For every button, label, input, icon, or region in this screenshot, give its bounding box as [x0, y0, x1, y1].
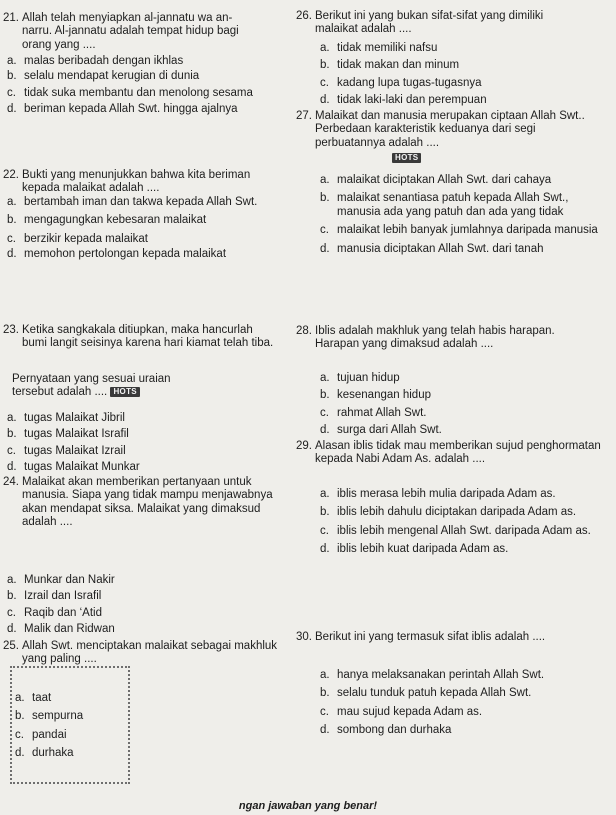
- option-d[interactable]: d. memohon pertolongan kepada malaikat: [7, 248, 227, 261]
- option-a[interactable]: a. bertambah iman dan takwa kepada Allah Swt.: [7, 196, 258, 208]
- option-b[interactable]: b. iblis lebih dahulu diciptakan daripada Adam as.: [320, 506, 577, 519]
- option-a[interactable]: a. malaikat diciptakan Allah Swt. dari cahaya: [320, 174, 552, 186]
- option-c[interactable]: c. pandai: [15, 728, 67, 741]
- options-28: [316, 372, 606, 438]
- option-c[interactable]: c. Raqib dan ‘Atid: [7, 606, 102, 619]
- options-21: [3, 55, 268, 117]
- option-d[interactable]: d. sombong dan durhaka: [320, 724, 452, 737]
- question-text: Malaikat dan manusia merupakan ciptaan Allah Swt.. Perbedaan karakteristik keduanya dari segi perbuatannya adalah ....: [315, 110, 585, 149]
- option-a[interactable]: a. hanya melaksanakan perintah Allah Swt.: [320, 669, 545, 681]
- option-d[interactable]: d. beriman kepada Allah Swt. hingga ajalnya: [7, 103, 238, 116]
- option-c[interactable]: c. kadang lupa tugas-tugasnya: [320, 76, 482, 89]
- option-b[interactable]: b. selalu tunduk patuh kepada Allah Swt.: [320, 687, 532, 700]
- hots-badge: HOTS: [110, 387, 139, 397]
- option-b[interactable]: b. sempurna: [15, 710, 84, 723]
- question-number: 27.: [296, 110, 312, 122]
- options-23: [3, 412, 288, 475]
- options-22: [3, 196, 268, 262]
- question-number: 21.: [3, 12, 19, 24]
- question-number: 28.: [296, 325, 312, 337]
- question-text: Allah telah menyiapkan al-jannatu wa an-narru. Al-jannatu adalah tempat hidup bagi orang yang ....: [22, 12, 239, 51]
- question-text: Alasan iblis tidak mau memberikan sujud penghormatan kepada Nabi Adam As. adalah ....: [315, 440, 601, 466]
- option-b[interactable]: b. mengagungkan kebesaran malaikat: [7, 214, 207, 227]
- question-number: 22.: [3, 169, 19, 181]
- question-text: Ketika sangkakala ditiupkan, maka hancurlah bumi langit seisinya karena hari kiamat telah tiba.: [22, 324, 274, 350]
- options-24: [3, 574, 288, 637]
- question-text: Bukti yang menunjukkan bahwa kita beriman kepada malaikat adalah ....: [22, 169, 251, 195]
- option-d[interactable]: d. iblis lebih kuat daripada Adam as.: [320, 543, 509, 556]
- question-text: Iblis adalah makhluk yang telah habis harapan. Harapan yang dimaksud adalah ....: [315, 325, 555, 351]
- option-a[interactable]: a. Munkar dan Nakir: [7, 574, 115, 586]
- option-b[interactable]: b. tidak makan dan minum: [320, 59, 460, 72]
- options-30: [316, 669, 606, 738]
- option-c[interactable]: c. iblis lebih mengenal Allah Swt. daripada Adam as.: [320, 524, 591, 537]
- option-b[interactable]: b. selalu mendapat kerugian di dunia: [7, 70, 200, 83]
- option-c[interactable]: c. rahmat Allah Swt.: [320, 406, 427, 419]
- option-a[interactable]: a. tugas Malaikat Jibril: [7, 412, 125, 424]
- option-d[interactable]: d. Malik dan Ridwan: [7, 623, 115, 636]
- option-c[interactable]: c. tidak suka membantu dan menolong sesama: [7, 86, 253, 99]
- question-number: 24.: [3, 476, 19, 488]
- option-a[interactable]: a. tidak memiliki nafsu: [320, 42, 438, 54]
- options-26: [316, 42, 606, 108]
- option-d[interactable]: d. durhaka: [15, 747, 74, 760]
- footer-instruction: ngan jawaban yang benar!: [238, 800, 378, 812]
- hots-badge: HOTS: [392, 153, 421, 163]
- option-a[interactable]: a. iblis merasa lebih mulia daripada Adam as.: [320, 488, 556, 500]
- question-number: 30.: [296, 631, 312, 643]
- question-text: Malaikat akan memberikan pertanyaan untuk manusia. Siapa yang tidak mampu menjawabnya akan mendapat siksa. Malaikat yang dimaksud adalah ....: [22, 476, 273, 529]
- option-b[interactable]: b. malaikat senantiasa patuh kepada Allah Swt., manusia ada yang patuh dan ada yang tidak: [320, 192, 569, 218]
- question-23-statement: Pernyataan yang sesuai uraian tersebut adalah .... HOTS: [12, 373, 171, 399]
- answer-options-dotted-frame: [10, 666, 130, 784]
- question-text: Allah Swt. menciptakan malaikat sebagai makhluk yang paling ....: [22, 640, 278, 666]
- question-number: 25.: [3, 640, 19, 652]
- option-c[interactable]: c. berzikir kepada malaikat: [7, 232, 149, 245]
- option-a[interactable]: a. tujuan hidup: [320, 372, 400, 384]
- question-number: 29.: [296, 440, 312, 452]
- option-b[interactable]: b. tugas Malaikat Israfil: [7, 428, 129, 441]
- option-a[interactable]: a. taat: [15, 692, 52, 704]
- option-b[interactable]: b. kesenangan hidup: [320, 389, 431, 402]
- option-d[interactable]: d. tugas Malaikat Munkar: [7, 461, 140, 474]
- question-number: 26.: [296, 10, 312, 22]
- option-c[interactable]: c. malaikat lebih banyak jumlahnya daripada manusia: [320, 224, 598, 237]
- question-text: Berikut ini yang termasuk sifat iblis adalah ....: [315, 631, 546, 643]
- option-d[interactable]: d. manusia diciptakan Allah Swt. dari tanah: [320, 242, 544, 255]
- question-number: 23.: [3, 324, 19, 336]
- options-27: [316, 174, 606, 256]
- option-c[interactable]: c. tugas Malaikat Izrail: [7, 444, 126, 457]
- option-d[interactable]: d. tidak laki-laki dan perempuan: [320, 94, 487, 107]
- options-29: [316, 488, 606, 557]
- option-a[interactable]: a. malas beribadah dengan ikhlas: [7, 55, 184, 67]
- option-b[interactable]: b. Izrail dan Israfil: [7, 590, 102, 603]
- option-d[interactable]: d. surga dari Allah Swt.: [320, 424, 442, 437]
- question-text: Berikut ini yang bukan sifat-sifat yang dimiliki malaikat adalah ....: [315, 10, 544, 36]
- option-c[interactable]: c. mau sujud kepada Adam as.: [320, 705, 483, 718]
